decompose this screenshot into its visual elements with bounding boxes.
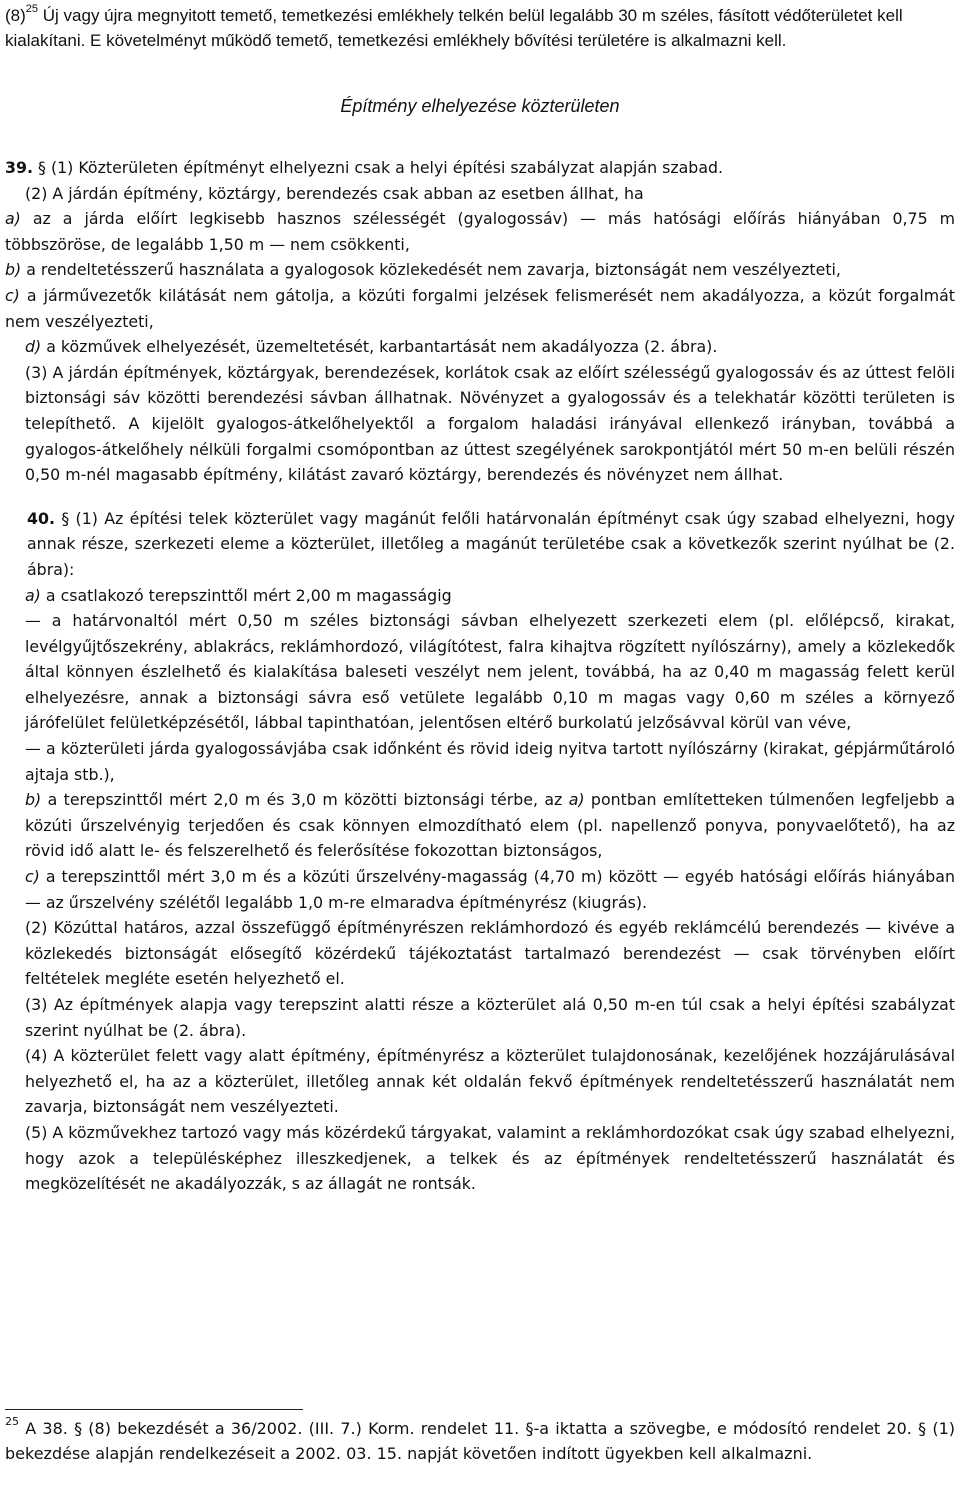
section-39-paragraph-3: (3) A járdán építmények, köztárgyak, berendezések, korlátok csak az előírt szélességű gyalogossáv és az úttest felöli biztonsági sáv közötti berendezési sávban állhatnak. Növényzet a gyalogossáv és a telekhatár közötti területen is telepíthető. A kijelölt gyalogos-átkelőhelyektől a forgalom haladási irányával ellenkező irányban, továbbá a gyalogos-átkelőhely nélküli forgalmi csomópontban az úttest szegélyének sarokpontjától mért 50 m-en belüli részén 0,50 m-nél magasabb építmény, kilátást zavaró köztárgy, berendezés és növényzet nem állhat. [25,362,955,485]
section-heading: Építmény elhelyezése közterületen [340,96,620,116]
point-reference: a) [568,790,585,810]
footnote-25 [5,1416,955,1466]
section-40-paragraph-4: (4) A közterület felett vagy alatt építmény, építményrész a közterület tulajdonosának, kezelőjének hozzájárulásával helyezhető el, ha az a közterület, illetőleg annak két oldalán fekvő építmények rendeltetésszerű használatát nem zavarja, biztonságát nem veszélyezteti. [25,1046,955,1117]
section-39-point-b [5,257,955,283]
point-label: b) [25,790,42,810]
section-sign: § [61,508,70,528]
section-number: 39. [5,158,33,177]
section-39-point-d [5,334,955,360]
point-label: b) [5,260,22,280]
paragraph-text: Új vagy újra megnyitott temető, temetkezési emlékhely telkén belül legalább 30 m széles, fásított védőterületet kell kialakítani. E követelményt működő temető, temetkezési emlékhely bővítési területére is alkalmazni kell. [5,6,903,50]
paragraph-text: (1) Közterületen építményt elhelyezni csak a helyi építési szabályzat alapján szabad. [45,158,724,177]
point-label: a) [5,209,21,229]
section-39-point-a [5,206,955,257]
section-40-paragraph-3: (3) Az építmények alapja vagy terepszint alatti része a közterület alá 0,50 m-en túl csak a helyi építési szabályzat szerint nyúlhat be (2. ábra). [25,995,955,1040]
point-text: a terepszinttől mért 2,0 m és 3,0 m közötti biztonsági térbe, az [41,790,569,810]
section-number: 40. [27,508,55,528]
footnote-number: 25 [5,1415,19,1428]
footnote-reference[interactable]: 25 [25,3,39,15]
point-text: a közművek elhelyezését, üzemeltetését, karbantartását nem akadályozza (2. ábra). [41,337,718,357]
section-40-paragraph-5: (5) A közművekhez tartozó vagy más közérdekű tárgyakat, valamint a reklámhordozókat csak úgy szabad elhelyezni, hogy azok a településképhez illeszkedjenek, a telkek és az építmények rendeltetésszerű használatát és megközelítését ne akadályozzák, s az állagát ne rontsák. [25,1122,955,1194]
point-label: c) [5,285,20,305]
point-label: d) [25,337,42,357]
section-40-paragraph-1 [5,506,955,583]
paragraph-38-8 [5,3,955,53]
point-label: c) [25,867,40,887]
point-text: a terepszinttől mért 3,0 m és a közúti űrszelvény-magasság (4,70 m) között — egyéb hatósági előírás hiányában — az űrszelvény szélétől legalább 1,0 m-re elmaradva építményrész (kiugrás). [25,867,955,912]
section-40-point-c [5,864,955,915]
section-39-point-c [5,283,955,334]
document-page [5,0,955,1197]
paragraph-marker: (8) [5,6,26,25]
section-40-paragraph-2: (2) Közúttal határos, azzal összefüggő építményrészen reklámhordozó és egyéb reklámcélú berendezés — kivéve a közlekedés biztonságát elősegítő közérdekű tájékoztatást tartalmazó berendezést — csak törvényben előírt feltételek megléte esetén helyezhető el. [25,918,955,989]
section-39-paragraph-1 [5,155,955,181]
footnote-text: A 38. § (8) bekezdését a 36/2002. (III. 7.) Korm. rendelet 11. §-a iktatta a szövegbe, e módosító rendelet 20. § (1) bekezdése alapján rendelkezéseit a 2002. 03. 15. napját követően indított ügyekben kell alkalmazni. [5,1419,955,1463]
point-text: a járművezetők kilátását nem gátolja, a közúti forgalmi jelzések felismerését nem akadályozza, a közút forgalmát nem veszélyezteti, [5,285,955,331]
section-40-dash-item-1: — a határvonaltól mért 0,50 m széles biztonsági sávban elhelyezett szerkezeti elem (pl. előlépcső, kirakat, levélgyűjtőszekrény, ablakrács, reklámhordozó, világítótest, falra kihajtva rögzített nyílószárny), amely a közlekedők által könnyen észlelhető és kialakítása baleseti veszélyt nem jelent, továbbá, ha az 0,40 m magasság felett kerül elhelyezésre, annak a biztonsági sávra eső vetülete legalább 0,10 m magas vagy 0,60 m széles a környező járófelület felületképzésétől, lábbal tapinthatóan, jelentősen eltérő burkolatú jelzősávval körül van véve, [25,611,955,733]
section-39-paragraph-2: (2) A járdán építmény, köztárgy, berendezés csak abban az esetben állhat, ha [25,183,644,203]
section-40-dash-item-2: — a közterületi járda gyalogossávjába csak időnként és rövid ideig nyitva tartott nyílószárny (kirakat, gépjárműtároló ajtaja stb.), [25,739,955,784]
point-text: a rendeltetésszerű használata a gyalogosok közlekedését nem zavarja, biztonságát nem veszélyezteti, [21,260,841,280]
point-label: a) [25,585,41,605]
point-text: a csatlakozó terepszinttől mért 2,00 m magasságig [40,585,452,605]
point-text: pontban említetteken túlmenően legfeljebb a közúti űrszelvényig terjedően és csak könnyen elmozdítható elem (pl. napellenző ponyva, ponyvaelőtető), ha az rövid idő alatt le- és felszerelhető és felerősítése fokozottan biztonságos, [25,790,955,861]
section-40-point-b [5,787,955,864]
point-text: az a járda előírt legkisebb hasznos szélességét (gyalogossáv) — más hatósági előírás hiányában 0,75 m többszöröse, de legalább 1,50 m — nem csökkenti, [5,209,955,254]
paragraph-text: (1) Az építési telek közterület vagy magánút felőli határvonalán építményt csak úgy szabad elhelyezni, hogy annak része, szerkezeti eleme a közterület, illetőleg a magánút területébe csak a következők szerint nyúlhat be (2. ábra): [27,508,955,579]
footnote-separator [5,1409,303,1410]
section-sign: § [38,158,46,177]
section-40-point-a [5,583,955,609]
